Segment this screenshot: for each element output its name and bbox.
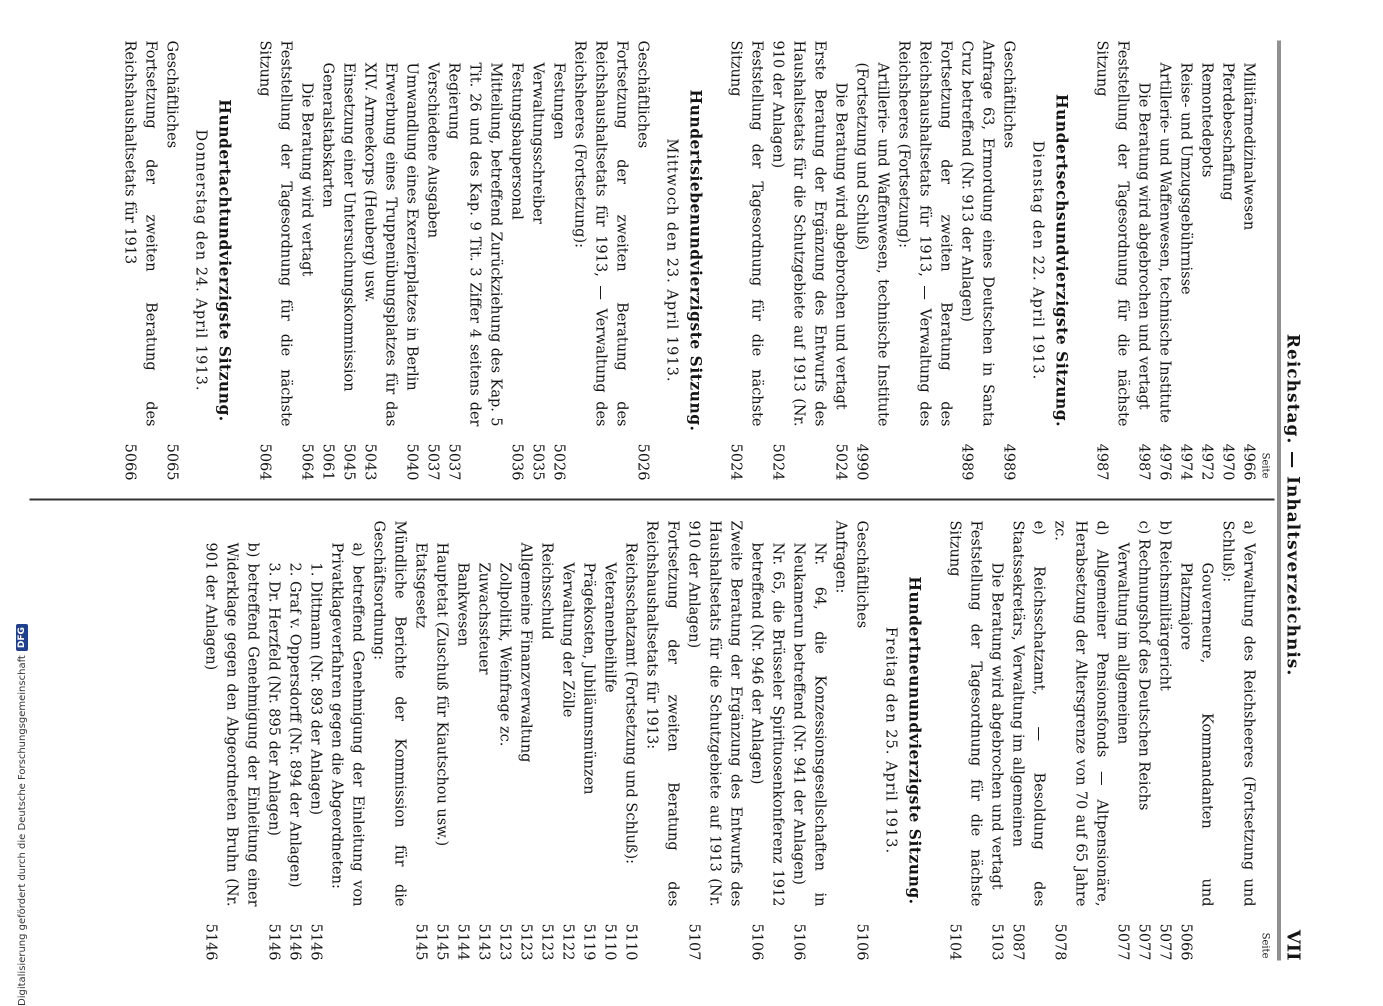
toc-entry <box>452 521 473 961</box>
toc-entry-page: 5064 <box>298 443 315 481</box>
toc-entry-page: 4987 <box>1135 443 1152 481</box>
toc-entry <box>1175 521 1217 961</box>
toc-entry-page: 4970 <box>1219 443 1236 481</box>
toc-entry-text: Hauptetat (Zuschuß für Kiautschou usw.) <box>433 542 450 847</box>
toc-entry <box>956 41 998 481</box>
toc-entry-page: 5066 <box>1177 923 1194 961</box>
toc-entry-page: 5123 <box>538 923 555 961</box>
toc-entry-page: 5024 <box>832 443 849 481</box>
toc-entry-text: Artillerie- und Waffenwesen, technische Institute (Fortsetzung und Schluß) <box>853 62 891 427</box>
toc-entry <box>401 41 422 481</box>
toc-entry <box>338 41 359 481</box>
toc-entry-text: Zuwachssteuer <box>475 562 492 675</box>
toc-entry <box>1133 41 1154 481</box>
toc-entry-page: 5146 <box>202 923 219 961</box>
toc-entry-page: 5061 <box>319 443 336 481</box>
toc-entry-page: 5107 <box>685 923 702 961</box>
toc-entry-page: 4966 <box>1240 443 1257 481</box>
toc-entry-page: 5040 <box>403 443 420 481</box>
toc-entry <box>1238 41 1259 481</box>
session-146-title: Hundertsechsundvierzigste Sitzung. <box>1052 93 1072 428</box>
toc-entry-text: Zweite Beratung der Ergänzung des Entwurfs des Haushaltsetats für die Schutzgebiete auf 1913 (Nr. 910 der Anlagen) <box>685 520 744 907</box>
toc-entry <box>569 41 632 481</box>
toc-entry-page: 4972 <box>1198 443 1215 481</box>
toc-entry-page: 4989 <box>958 443 975 481</box>
toc-entry-text: Geschäftliches <box>1000 40 1017 149</box>
toc-entry-text: Fortsetzung der zweiten Beratung des Reichshaushaltsetats für 1913, — Verwaltung des Reichsheeres (Fortsetzung): <box>895 40 954 427</box>
toc-entry <box>641 521 683 961</box>
toc-entry <box>1175 41 1196 481</box>
toc-entry-page: 5065 <box>163 443 180 481</box>
toc-entry <box>683 521 746 961</box>
toc-entry <box>284 521 305 961</box>
session-147-entries <box>254 41 653 481</box>
toc-entry-page: 5064 <box>256 443 273 481</box>
toc-entry-page: 5026 <box>634 443 651 481</box>
toc-entry-page: 5143 <box>475 923 492 961</box>
toc-entry-page: 5119 <box>580 923 597 961</box>
toc-entry-page: 5104 <box>946 923 963 961</box>
toc-entry-page: 5122 <box>559 923 576 961</box>
toc-entry-text: Festungsbaupersonal <box>508 62 525 220</box>
toc-entry-text: Verwaltung im allgemeinen <box>1114 542 1131 745</box>
toc-entry-page: 5036 <box>508 443 525 481</box>
toc-entry <box>515 521 536 961</box>
toc-entry-text: Pferdebeschaffung <box>1219 62 1236 201</box>
toc-entry-page: 5077 <box>1114 923 1131 961</box>
toc-entry-text: Reichsschatzamt (Fortsetzung und Schluß): <box>622 542 639 865</box>
toc-entry <box>506 41 527 481</box>
toc-entry-page: 5110 <box>622 923 639 961</box>
toc-entry <box>632 41 653 481</box>
seite-label: Seite <box>1259 452 1271 479</box>
toc-entry-text: a) betreffend Genehmigung der Einleitung von Privatklageverfahren gegen die Abgeordneten: <box>328 542 366 907</box>
toc-entry <box>599 521 620 961</box>
toc-entry-text: Remontedepots <box>1198 62 1215 178</box>
toc-entry-page: 4974 <box>1177 443 1194 481</box>
toc-entry <box>410 521 431 961</box>
toc-entry-text: Artillerie- und Waffenwesen, technische Institute <box>1156 62 1173 424</box>
toc-entry <box>431 521 452 961</box>
session-148-entries <box>119 41 182 481</box>
toc-entry-page: 5035 <box>529 443 546 481</box>
toc-entry <box>1196 41 1217 481</box>
toc-entry-page: 5103 <box>988 923 1005 961</box>
toc-entry-text: Reise- und Umzugsgebührnisse <box>1177 62 1194 295</box>
toc-entry-text: Die Beratung wird vertagt <box>298 82 315 277</box>
toc-entry <box>851 521 872 961</box>
toc-entry <box>368 521 410 961</box>
toc-entry-page: 5066 <box>121 443 138 481</box>
toc-entry-text: Nr. 64, die Konzessionsgesellschaften in Neukamerun betreffend (Nr. 941 der Anlagen) <box>790 542 828 907</box>
toc-entry <box>578 521 599 961</box>
toc-entry-text: Festungen <box>550 62 567 140</box>
session-148-date: Donnerstag den 24. April 1913. <box>192 129 209 392</box>
toc-entry <box>851 41 893 481</box>
toc-entry-page: 5024 <box>769 443 786 481</box>
toc-entry <box>527 41 548 481</box>
dfg-credit <box>12 326 32 1006</box>
session-149-date: Freitag den 25. April 1913. <box>882 626 899 855</box>
toc-entry-text: Fortsetzung der zweiten Beratung des Reichshaushaltsetats für 1913, — Verwaltung des Reichsheeres (Fortsetzung): <box>571 40 630 427</box>
toc-entry-text: Bankwesen <box>454 562 471 647</box>
toc-entry <box>254 41 296 481</box>
toc-entry-text: Mündliche Berichte der Kommission für die Geschäftsordnung: <box>370 520 408 907</box>
session-146-entries <box>725 41 1019 481</box>
toc-entry-page: 5106 <box>853 923 870 961</box>
toc-entry <box>557 521 578 961</box>
toc-entry-page: 5144 <box>454 923 471 961</box>
toc-entry-page: 4989 <box>1000 443 1017 481</box>
toc-entry-text: Fortsetzung der zweiten Beratung des Reichshaushaltsetats für 1913: <box>643 520 681 907</box>
toc-entry-text: b) Reichsmilitärgericht <box>1156 520 1173 691</box>
toc-entry-text: a) Verwaltung des Reichsheeres (Fortsetzung und Schluß): <box>1219 520 1257 907</box>
toc-entry <box>893 41 956 481</box>
toc-entry-page: 5110 <box>601 923 618 961</box>
toc-entry <box>296 41 317 481</box>
toc-entry <box>536 521 557 961</box>
toc-entry <box>443 41 506 481</box>
toc-entry <box>1049 521 1112 961</box>
right-top-entries <box>944 521 1259 961</box>
toc-entry-text: Die Beratung wird abgebrochen und vertagt <box>832 82 849 410</box>
session-148-title: Hundertachtundvierzigste Sitzung. <box>215 99 235 422</box>
toc-entry-page: 5077 <box>1135 923 1152 961</box>
toc-entry <box>305 521 326 961</box>
toc-entry <box>746 521 788 961</box>
toc-entry-text: Mitteilung, betreffend Zurückziehung des Kap. 5 Tit. 26 und des Kap. 9 Tit. 3 Ziffer 4 seitens der Regierung <box>445 62 504 427</box>
toc-entry <box>788 521 830 961</box>
left-column <box>10 41 1271 481</box>
toc-entry-text: Feststellung der Tagesordnung für die nächste Sitzung <box>1093 40 1131 427</box>
toc-entry-page: 5145 <box>433 923 450 961</box>
toc-entry <box>1154 41 1175 481</box>
toc-entry-text: Feststellung der Tagesordnung für die nächste Sitzung <box>946 520 984 907</box>
toc-entry-page: 5145 <box>412 923 429 961</box>
toc-entry-page: 5123 <box>517 923 534 961</box>
left-top-entries <box>1091 41 1259 481</box>
toc-entry-text: Nr. 65, die Brüsseler Spirituosenkonferenz 1912 betreffend (Nr. 946 der Anlagen) <box>748 542 786 907</box>
seite-label-right: Seite <box>1259 932 1271 959</box>
running-title: Reichstag. — Inhaltsverzeichnis. <box>1282 333 1303 677</box>
page-header <box>1283 41 1323 961</box>
toc-entry-text: Feststellung der Tagesordnung für die nächste Sitzung <box>256 40 294 427</box>
toc-entry-text: Anfragen: <box>832 520 849 594</box>
toc-entry <box>494 521 515 961</box>
toc-entry-page: 5106 <box>748 923 765 961</box>
toc-entry <box>1154 521 1175 961</box>
toc-entry-text: Geschäftliches <box>163 40 180 149</box>
toc-entry-text: Reichsschuld <box>538 542 555 640</box>
toc-entry-page: 5045 <box>340 443 357 481</box>
toc-entry-page: 4987 <box>1093 443 1110 481</box>
toc-entry-text: 2. Graf v. Oppersdorff (Nr. 894 der Anlagen) <box>286 562 303 888</box>
toc-entry-text: Die Beratung wird abgebrochen und vertagt <box>988 562 1005 890</box>
toc-entry <box>326 521 368 961</box>
toc-entry <box>359 41 401 481</box>
toc-entry-text: b) betreffend Genehmigung der Einleitung einer Widerklage gegen den Abgeordneten Bruhn (Nr. 901 der Anlagen) <box>202 542 261 907</box>
toc-entry-text: d) Allgemeiner Pensionsfonds — Altpensionäre, Herabsetzung der Altersgrenze von 70 auf 65 Jahre zc. <box>1051 520 1110 907</box>
toc-entry-text: c) Rechnungshof des Deutschen Reichs <box>1135 520 1152 811</box>
toc-entry-page: 5106 <box>790 923 807 961</box>
toc-entry-page: 5146 <box>307 923 324 961</box>
toc-entry <box>830 41 851 481</box>
toc-entry-text: Erwerbung eines Truppenübungsplatzes für das XIV. Armeekorps (Heuberg) usw. <box>361 62 399 427</box>
toc-entry <box>767 41 830 481</box>
toc-entry <box>620 521 641 961</box>
dfg-logo-icon: DFG <box>16 624 28 651</box>
session-146-date: Dienstag den 22. April 1913. <box>1029 140 1046 381</box>
toc-entry <box>1133 521 1154 961</box>
toc-entry-text: Geschäftliches <box>853 520 870 629</box>
toc-entry <box>986 521 1007 961</box>
toc-entry-text: Prägekosten, Jubiläumsmünzen <box>580 562 597 795</box>
toc-entry-text: Verwaltungsschreiber <box>529 62 546 224</box>
session-149-entries <box>200 521 872 961</box>
session-149-title: Hundertneunundvierzigste Sitzung. <box>905 576 925 905</box>
right-column <box>10 521 1271 961</box>
toc-entry <box>422 41 443 481</box>
toc-entry-page: 5077 <box>1156 923 1173 961</box>
column-divider <box>30 499 1275 501</box>
toc-entry <box>1217 521 1259 961</box>
toc-entry-text: Fortsetzung der zweiten Beratung des Reichshaushaltsetats für 1913 <box>121 40 159 427</box>
page-number: VII <box>1282 929 1304 961</box>
toc-entry-text: 1. Dittmann (Nr. 893 der Anlagen) <box>307 562 324 816</box>
toc-entry-page: 5146 <box>286 923 303 961</box>
document-page <box>0 1 1383 1001</box>
toc-entry <box>830 521 851 961</box>
toc-entry-page: 5037 <box>424 443 441 481</box>
toc-entry-text: Gouverneure, Kommandanten und Platzmajore <box>1177 562 1215 907</box>
toc-entry <box>548 41 569 481</box>
toc-entry <box>998 41 1019 481</box>
session-147-title: Hundertsiebenundvierzigste Sitzung. <box>686 89 706 432</box>
toc-entry-text: Etatsgesetz <box>412 542 429 629</box>
toc-entry-page: 5087 <box>1009 923 1026 961</box>
toc-entry-text: 3. Dr. Herzfeld (Nr. 895 der Anlagen) <box>265 562 282 836</box>
session-147-date: Mittwoch den 23. April 1913. <box>663 138 680 383</box>
toc-entry-text: Veteranenbeihilfe <box>601 562 618 693</box>
toc-entry-text: Militärmedizinalwesen <box>1240 62 1257 231</box>
toc-entry-page: 5043 <box>361 443 378 481</box>
toc-entry <box>200 521 263 961</box>
toc-entry <box>725 41 767 481</box>
header-rule <box>1278 41 1281 961</box>
toc-entry-text: Verwaltung der Zölle <box>559 562 576 718</box>
toc-entry-page: 5078 <box>1051 923 1068 961</box>
toc-entry-page: 5024 <box>727 443 744 481</box>
toc-entry-page: 5146 <box>265 923 282 961</box>
toc-entry-page: 4976 <box>1156 443 1173 481</box>
toc-entry <box>473 521 494 961</box>
toc-entry-text: Geschäftliches <box>634 40 651 149</box>
toc-entry-text: Feststellung der Tagesordnung für die nächste Sitzung <box>727 40 765 427</box>
toc-entry-text: Zollpolitik, Weinfrage zc. <box>496 562 513 747</box>
toc-entry-text: Anfrage 63, Ermordung eines Deutschen in Santa Cruz betreffend (Nr. 913 der Anlagen) <box>958 40 996 427</box>
toc-entry-text: Die Beratung wird abgebrochen und vertagt <box>1135 82 1152 410</box>
toc-entry-text: Umwandlung eines Exerzierplatzes in Berlin <box>403 62 420 391</box>
toc-entry-text: Einsetzung einer Untersuchungskommission <box>340 62 357 392</box>
dfg-credit-text: Digitalisierung gefördert durch die Deutsche Forschungsgemeinschaft <box>16 655 28 1006</box>
toc-entry <box>263 521 284 961</box>
toc-entry <box>1112 521 1133 961</box>
toc-entry <box>1091 41 1133 481</box>
toc-entry <box>161 41 182 481</box>
toc-entry <box>119 41 161 481</box>
toc-entry-text: Allgemeine Finanzverwaltung <box>517 542 534 763</box>
toc-entry-text: e) Reichsschatzamt, — Besoldung des Staatssekretärs, Verwaltung im allgemeinen <box>1009 520 1047 907</box>
toc-entry <box>1217 41 1238 481</box>
toc-entry-text: Verschiedene Ausgaben <box>424 62 441 239</box>
toc-entry <box>1007 521 1049 961</box>
toc-entry-page: 5037 <box>445 443 462 481</box>
toc-entry-text: Erste Beratung der Ergänzung des Entwurfs des Haushaltsetats für die Schutzgebiete auf 1913 (Nr. 910 der Anlagen) <box>769 40 828 427</box>
toc-entry-page: 5123 <box>496 923 513 961</box>
toc-entry-page: 5026 <box>550 443 567 481</box>
toc-entry <box>317 41 338 481</box>
toc-entry-text: Generalstabskarten <box>319 62 336 208</box>
toc-entry <box>944 521 986 961</box>
toc-entry-page: 4990 <box>853 443 870 481</box>
